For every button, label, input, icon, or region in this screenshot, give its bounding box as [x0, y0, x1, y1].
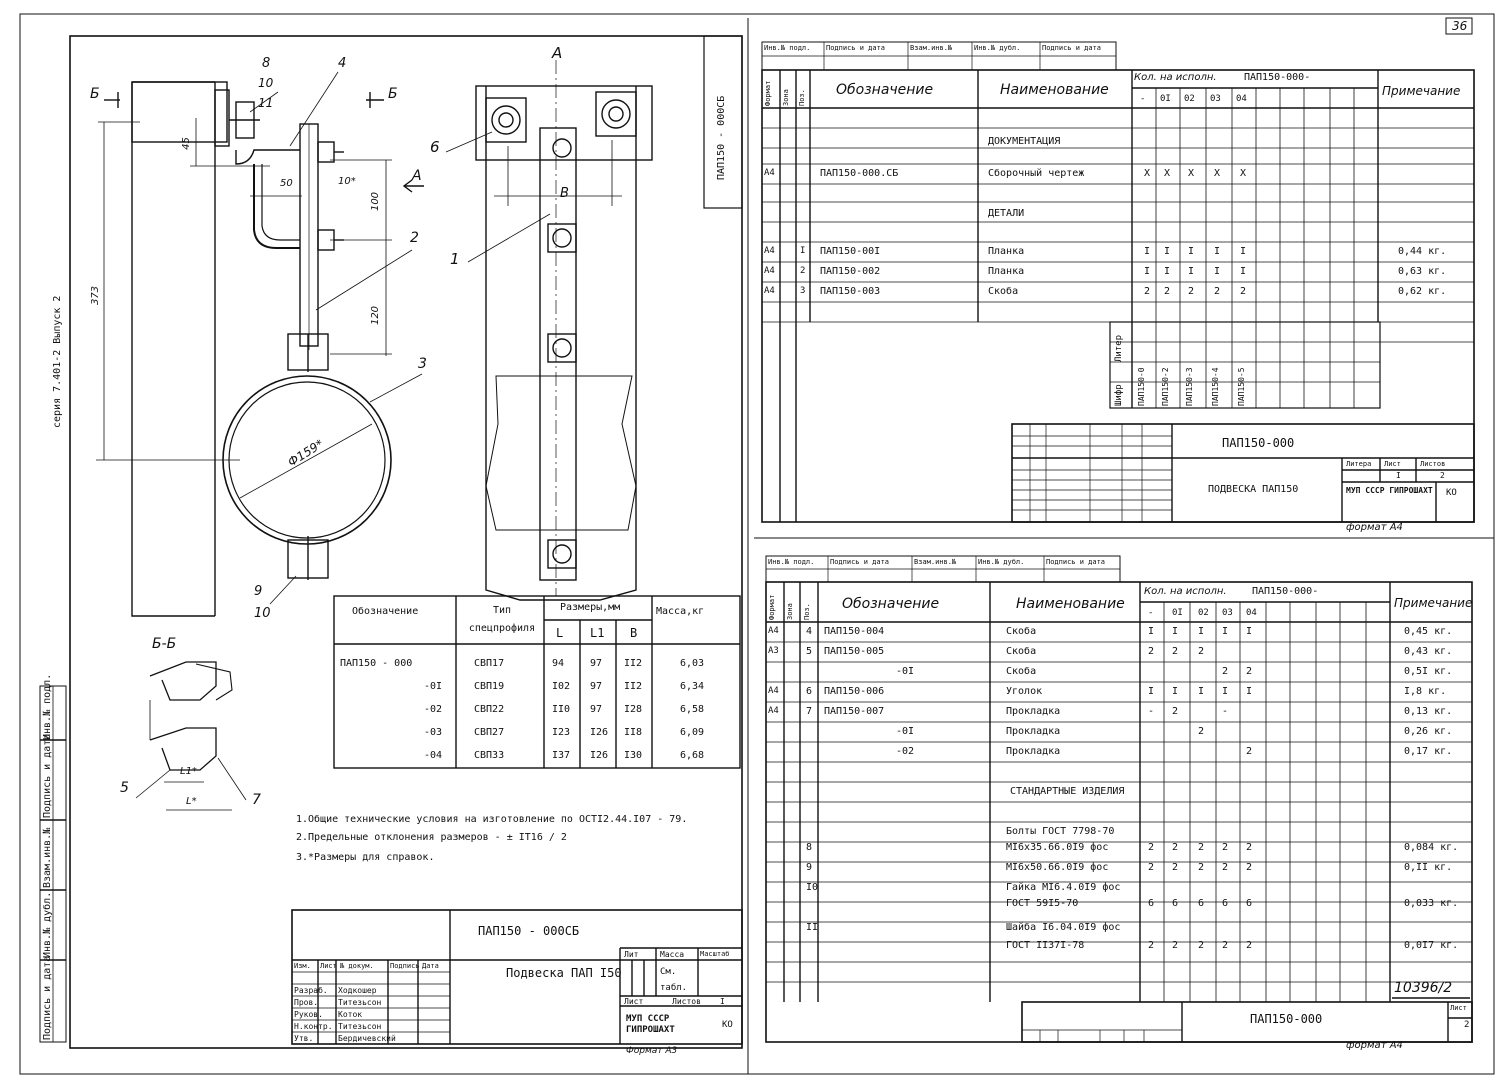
title-role-nkontr: Н.контр.	[294, 1022, 333, 1031]
title-person-5: Бердичевский	[338, 1034, 396, 1043]
table-cell: I26	[590, 750, 609, 761]
title-role-razrab: Разраб.	[294, 986, 328, 995]
spec2-name: СТАНДАРТНЫЕ ИЗДЕЛИЯ	[1010, 786, 1125, 797]
spec2-h-designation: Обозначение	[842, 596, 940, 612]
table-cell: 97	[590, 681, 603, 692]
spec2-qty: 2	[1222, 862, 1229, 873]
spec2-qty: 2	[1198, 726, 1205, 737]
spec1-side-v0: ПАП150-0	[1137, 367, 1146, 406]
spec2-format: A4	[768, 706, 779, 716]
spec2-qty: 2	[1222, 666, 1229, 677]
title-sheet: Лист	[624, 997, 644, 1006]
spec2-qty: 2	[1172, 646, 1179, 657]
callout-10-bottom: 10	[254, 606, 271, 621]
spec1-designation: ПАП150-000.СБ	[820, 168, 899, 179]
title-mass-value: См. табл.	[660, 967, 688, 993]
spec1-side-v3: ПАП150-3	[1185, 367, 1194, 406]
spec1-designation: ПАП150-003	[820, 286, 881, 297]
spec1-name: ДЕТАЛИ	[988, 208, 1025, 219]
spec2-name: MI6х50.66.0I9 фос	[1006, 862, 1109, 873]
callout-6: 6	[430, 138, 440, 156]
section-b-right: Б	[388, 86, 398, 102]
spec2-name: ГОСТ II37I-78	[1006, 940, 1085, 951]
spec1-title-sheet: Лист	[1384, 460, 1401, 468]
stamp-col-replace: Взам.инв.№	[42, 827, 53, 888]
spec2-qty: I	[1198, 626, 1205, 637]
spec1-title-name: ПОДВЕСКА ПАП150	[1208, 484, 1299, 495]
view-a-label: А	[552, 44, 563, 62]
spec1-title-code: ПАП150-000	[1222, 436, 1295, 450]
spec1-title-org: МУП СССР ГИПРОШАХТ	[1346, 486, 1433, 495]
spec1-stamp-3: Инв.№ дубл.	[974, 44, 1021, 52]
table-cell: ПАП150 - 000	[340, 658, 413, 669]
spec1-qty: X	[1214, 168, 1221, 179]
spec2-note: 0,17 кг.	[1404, 746, 1453, 757]
callout-1: 1	[450, 250, 460, 268]
spec2-format: A3	[768, 646, 779, 656]
title-person-4: Титезьсон	[338, 1022, 382, 1031]
note-1: 1.Общие технические условия на изготовление по ОСТI2.44.I07 - 79.	[296, 814, 688, 825]
spec1-format: формат А4	[1346, 522, 1403, 533]
spec2-stamp-0: Инв.№ подл.	[768, 558, 815, 566]
spec2-qty: 2	[1222, 940, 1229, 951]
spec2-name: Болты ГОСТ 7798-70	[1006, 826, 1115, 837]
spec1-note: 0,63 кг.	[1398, 266, 1447, 277]
spec2-note: 0,5I кг.	[1404, 666, 1453, 677]
spec2-pos: 6	[806, 686, 813, 697]
spec1-name: Планка	[988, 266, 1025, 277]
spec1-qty: I	[1164, 266, 1171, 277]
spec2-note: 0,26 кг.	[1404, 726, 1453, 737]
spec2-stamp-4: Подпись и дата	[1046, 558, 1106, 566]
spec2-exec-col: 02	[1198, 608, 1209, 618]
spec2-qty: I	[1198, 686, 1205, 697]
title-format: Формат А3	[626, 1046, 678, 1056]
spec2-qty: 2	[1148, 940, 1155, 951]
table-cell: I02	[552, 681, 571, 692]
table-cell: II2	[624, 681, 643, 692]
table-cell: I23	[552, 727, 571, 738]
spec2-designation: -02	[896, 746, 915, 757]
title-sheets-value: I	[720, 997, 725, 1006]
table-header-profile: Тип спецпрофиля	[468, 605, 536, 634]
spec2-h-format: Формат	[768, 594, 776, 620]
spec2-title-sheet: Лист	[1450, 1004, 1467, 1012]
spec1-format: A4	[764, 246, 775, 256]
spec2-name: Скоба	[1006, 666, 1037, 677]
series-label: серия 7.401-2 Выпуск 2	[52, 295, 63, 428]
spec2-pos: 9	[806, 862, 813, 873]
spec2-stamp-2: Взам.инв.№	[914, 558, 957, 566]
spec2-qty: 2	[1172, 842, 1179, 853]
spec1-side-v5: ПАП150-5	[1237, 367, 1246, 406]
spec2-name: Скоба	[1006, 626, 1037, 637]
table-cell: 6,03	[680, 658, 705, 669]
spec2-name: Шайба I6.04.0I9 фос	[1006, 922, 1121, 933]
table-cell: -03	[424, 727, 443, 738]
spec1-exec-col: 02	[1184, 94, 1195, 104]
title-mass: Масса	[660, 950, 685, 959]
spec2-qty: 2	[1222, 842, 1229, 853]
spec1-qty: 2	[1214, 286, 1221, 297]
spec2-name: Прокладка	[1006, 746, 1061, 757]
spec2-qty: 2	[1246, 940, 1253, 951]
table-cell: II8	[624, 727, 643, 738]
table-header-b: B	[630, 626, 638, 640]
table-cell: I30	[624, 750, 643, 761]
table-cell: II0	[552, 704, 571, 715]
spec2-designation: -0I	[896, 726, 915, 737]
stamp-col-inv: Инв.№ подл.	[42, 673, 53, 740]
table-cell: СВП22	[474, 704, 505, 715]
spec1-designation: ПАП150-002	[820, 266, 881, 277]
spec2-pos: 8	[806, 842, 813, 853]
spec2-qty: I	[1222, 626, 1229, 637]
spec1-h-pos: Поз.	[798, 89, 806, 106]
note-3: 3.*Размеры для справок.	[296, 852, 435, 863]
pipe-diameter-label: Ф159*	[285, 436, 326, 470]
spec1-qty: 2	[1164, 286, 1171, 297]
title-ko: КО	[722, 1020, 733, 1030]
spec1-qty: X	[1144, 168, 1151, 179]
spec1-qty: I	[1144, 266, 1151, 277]
spec1-qty: 2	[1188, 286, 1195, 297]
spec1-h-name: Наименование	[1000, 82, 1109, 98]
spec2-designation: ПАП150-005	[824, 646, 885, 657]
spec2-h-qty: Кол. на исполн.	[1144, 586, 1227, 597]
spec2-title-code: ПАП150-000	[1250, 1012, 1323, 1026]
callout-4: 4	[338, 56, 347, 71]
table-cell: СВП33	[474, 750, 505, 761]
spec1-qty: I	[1188, 246, 1195, 257]
spec1-qty: I	[1144, 246, 1151, 257]
spec2-h-note: Примечание	[1394, 596, 1473, 610]
callout-7: 7	[252, 792, 261, 808]
table-header-designation: Обозначение	[352, 606, 419, 617]
table-cell: I26	[590, 727, 609, 738]
spec1-stamp-2: Взам.инв.№	[910, 44, 953, 52]
spec1-exec-col: 03	[1210, 94, 1221, 104]
section-b-left: Б	[90, 86, 100, 102]
spec1-name: ДОКУМЕНТАЦИЯ	[988, 136, 1061, 147]
spec2-qty: I	[1246, 686, 1253, 697]
spec1-side-liter: Литер	[1114, 334, 1124, 362]
spec2-qty: -	[1222, 706, 1229, 717]
arrow-a-label: А	[412, 168, 422, 184]
spec2-note: 0,0I7 кг.	[1404, 940, 1459, 951]
spec2-format: формат А4	[1346, 1040, 1403, 1051]
spec2-pos: 7	[806, 706, 813, 717]
title-lit: Лит	[624, 950, 639, 959]
spec1-format: A4	[764, 286, 775, 296]
spec2-note: 0,45 кг.	[1404, 626, 1453, 637]
title-name: Подвеска ПАП I50	[506, 966, 622, 980]
dim-373: 373	[90, 285, 102, 306]
spec2-designation: ПАП150-007	[824, 706, 885, 717]
table-cell: II2	[624, 658, 643, 669]
spec2-name: Прокладка	[1006, 726, 1061, 737]
spec2-qty: I	[1148, 626, 1155, 637]
spec2-exec-col: 03	[1222, 608, 1233, 618]
spec1-title-lit: Литера	[1346, 460, 1372, 468]
spec2-designation: ПАП150-004	[824, 626, 885, 637]
title-role-izm: Изм.	[294, 962, 311, 970]
spec2-qty: 2	[1198, 842, 1205, 853]
spec1-pos: 3	[800, 286, 806, 296]
spec1-name: Сборочный чертеж	[988, 168, 1085, 179]
spec2-name: ГОСТ 59I5-70	[1006, 898, 1079, 909]
spec2-h-zone: Зона	[786, 603, 794, 620]
drawing-code-vertical: ПАП150 - 000СБ	[716, 95, 727, 180]
spec1-h-note: Примечание	[1382, 84, 1461, 98]
spec2-note: I,8 кг.	[1404, 686, 1447, 697]
spec1-name: Планка	[988, 246, 1025, 257]
spec1-title-sheets: Листов	[1420, 460, 1446, 468]
spec1-qty: I	[1164, 246, 1171, 257]
spec2-stamp-ref: 10396/2	[1394, 980, 1453, 996]
table-cell: -0I	[424, 681, 443, 692]
spec2-note: 0,033 кг.	[1404, 898, 1459, 909]
table-cell: 97	[590, 704, 603, 715]
spec2-designation: ПАП150-006	[824, 686, 885, 697]
spec2-qty: I	[1246, 626, 1253, 637]
spec2-qty: 6	[1246, 898, 1253, 909]
spec2-pos: I0	[806, 882, 819, 893]
callout-9: 9	[254, 584, 263, 599]
title-code: ПАП150 - 000СБ	[478, 924, 580, 938]
callout-5: 5	[120, 780, 129, 796]
callout-3: 3	[418, 356, 427, 372]
spec1-pos: 2	[800, 266, 806, 276]
spec2-h-exec: ПАП150-000-	[1252, 586, 1319, 597]
spec1-stamp-4: Подпись и дата	[1042, 44, 1102, 52]
spec2-qty: 2	[1246, 842, 1253, 853]
spec2-qty: I	[1148, 686, 1155, 697]
spec1-stamp-0: Инв.№ подл.	[764, 44, 811, 52]
spec2-name: Уголок	[1006, 686, 1043, 697]
title-role-utv: Утв.	[294, 1034, 314, 1043]
spec1-h-designation: Обозначение	[836, 82, 934, 98]
spec2-stamp-3: Инв.№ дубл.	[978, 558, 1025, 566]
spec1-title-sheets-value: 2	[1440, 471, 1445, 480]
table-header-mass: Масса,кг	[656, 606, 705, 617]
spec1-qty: 2	[1240, 286, 1247, 297]
stamp-col-dup: Инв.№ дубл.	[42, 891, 53, 958]
spec2-exec-col: -	[1148, 608, 1154, 618]
spec1-note: 0,44 кг.	[1398, 246, 1447, 257]
spec1-qty: I	[1240, 266, 1247, 277]
title-person-3: Коток	[338, 1010, 363, 1019]
spec1-side-shifr: Шифр	[1114, 384, 1124, 406]
spec2-exec-col: 04	[1246, 608, 1257, 618]
spec1-designation: ПАП150-00I	[820, 246, 881, 257]
spec1-exec-col: -	[1140, 94, 1146, 104]
title-org: МУП СССР ГИПРОШАХТ	[626, 1014, 675, 1035]
title-role-prov: Пров.	[294, 998, 319, 1007]
callout-8: 8	[262, 56, 271, 71]
spec1-side-v4: ПАП150-4	[1211, 367, 1220, 406]
spec1-qty: 2	[1144, 286, 1151, 297]
spec1-name: Скоба	[988, 286, 1019, 297]
dim-45: 45	[180, 137, 192, 150]
spec1-format: A4	[764, 168, 775, 178]
table-cell: -02	[424, 704, 443, 715]
spec2-h-name: Наименование	[1016, 596, 1125, 612]
table-header-l: L	[556, 626, 564, 640]
table-cell: 6,34	[680, 681, 705, 692]
spec1-qty: X	[1164, 168, 1171, 179]
dim-b-label: В	[560, 186, 569, 201]
spec1-side-v2: ПАП150-2	[1161, 367, 1170, 406]
title-role-sign: Подпись	[390, 962, 420, 970]
table-cell: 94	[552, 658, 565, 669]
spec2-note: 0,43 кг.	[1404, 646, 1453, 657]
spec1-qty: X	[1188, 168, 1195, 179]
spec1-h-qty: Кол. на исполн.	[1134, 72, 1217, 83]
spec2-qty: 6	[1198, 898, 1205, 909]
title-role-ruk: Руков.	[294, 1010, 323, 1019]
spec2-format: A4	[768, 626, 779, 636]
spec1-h-format: Формат	[764, 80, 772, 106]
spec1-exec-col: 0I	[1160, 94, 1171, 104]
spec1-stamp-1: Подпись и дата	[826, 44, 886, 52]
callout-2: 2	[410, 230, 419, 246]
spec2-qty: 6	[1148, 898, 1155, 909]
table-cell: СВП17	[474, 658, 505, 669]
spec2-qty: I	[1172, 626, 1179, 637]
spec2-name: MI6х35.66.0I9 фос	[1006, 842, 1109, 853]
spec2-qty: 2	[1148, 842, 1155, 853]
title-role-doc: № докум.	[340, 962, 374, 970]
table-cell: -04	[424, 750, 443, 761]
spec2-name: Прокладка	[1006, 706, 1061, 717]
spec2-qty: 2	[1172, 862, 1179, 873]
table-cell: СВП19	[474, 681, 505, 692]
spec2-pos: 5	[806, 646, 813, 657]
title-person-2: Титезьсон	[338, 998, 382, 1007]
spec2-qty: 2	[1198, 862, 1205, 873]
spec2-qty: 2	[1172, 940, 1179, 951]
title-scale: Масштаб	[700, 950, 730, 958]
spec2-qty: 2	[1148, 862, 1155, 873]
spec2-note: 0,II кг.	[1404, 862, 1453, 873]
dim-10: 10*	[338, 176, 356, 187]
spec2-designation: -0I	[896, 666, 915, 677]
page-number: 36	[1452, 19, 1468, 33]
table-cell: 6,09	[680, 727, 705, 738]
spec1-note: 0,62 кг.	[1398, 286, 1447, 297]
spec2-pos: 4	[806, 626, 813, 637]
spec2-name: Гайка MI6.4.0I9 фос	[1006, 882, 1121, 893]
dim-50: 50	[280, 178, 293, 189]
spec1-qty: I	[1188, 266, 1195, 277]
spec2-stamp-1: Подпись и дата	[830, 558, 890, 566]
spec1-format: A4	[764, 266, 775, 276]
table-header-dims: Размеры,мм	[560, 602, 621, 613]
spec2-note: 0,13 кг.	[1404, 706, 1453, 717]
spec2-qty: 2	[1246, 666, 1253, 677]
stamp-col-sign: Подпись и дата	[42, 733, 53, 818]
table-cell: 97	[590, 658, 603, 669]
dim-l: L*	[186, 796, 197, 807]
table-header-l1: L1	[590, 626, 605, 640]
spec2-qty: 6	[1172, 898, 1179, 909]
spec2-qty: I	[1222, 686, 1229, 697]
spec1-pos: I	[800, 246, 806, 256]
spec2-title-sheet-value: 2	[1464, 1020, 1470, 1030]
spec2-qty: 2	[1172, 706, 1179, 717]
spec1-qty: I	[1214, 266, 1221, 277]
note-2: 2.Предельные отклонения размеров - ± IT16 / 2	[296, 832, 567, 843]
spec1-title-sheet-value: I	[1396, 471, 1401, 480]
spec1-qty: X	[1240, 168, 1247, 179]
dim-100: 100	[370, 191, 382, 212]
spec2-qty: 2	[1148, 646, 1155, 657]
dim-l1: L1*	[180, 766, 197, 777]
section-bb-title: Б-Б	[152, 636, 177, 652]
table-cell: I37	[552, 750, 571, 761]
spec2-qty: 2	[1246, 746, 1253, 757]
spec2-format: A4	[768, 686, 779, 696]
spec2-h-pos: Поз.	[803, 603, 811, 620]
table-cell: I28	[624, 704, 643, 715]
spec2-qty: 6	[1222, 898, 1229, 909]
stamp-col-sign2: Подпись и дата	[42, 955, 53, 1040]
spec2-qty: 2	[1198, 940, 1205, 951]
spec2-exec-col: 0I	[1172, 608, 1183, 618]
spec1-qty: I	[1240, 246, 1247, 257]
table-cell: 6,58	[680, 704, 705, 715]
spec2-qty: 2	[1198, 646, 1205, 657]
spec1-title-ko: КО	[1446, 488, 1457, 498]
spec1-qty: I	[1214, 246, 1221, 257]
dim-120: 120	[370, 305, 382, 326]
spec2-name: Скоба	[1006, 646, 1037, 657]
callout-11: 11	[258, 96, 274, 110]
table-cell: СВП27	[474, 727, 505, 738]
table-cell: 6,68	[680, 750, 705, 761]
title-person-1: Ходкошер	[338, 986, 377, 995]
spec2-note: 0,084 кг.	[1404, 842, 1459, 853]
title-sheets: Листов	[672, 997, 701, 1006]
spec1-h-exec: ПАП150-000-	[1244, 72, 1311, 83]
spec2-pos: II	[806, 922, 819, 933]
spec2-qty: -	[1148, 706, 1155, 717]
callout-10-top: 10	[258, 76, 274, 90]
title-role-list: Лист	[320, 962, 337, 970]
spec1-exec-col: 04	[1236, 94, 1247, 104]
spec2-qty: 2	[1246, 862, 1253, 873]
title-role-date: Дата	[422, 962, 439, 970]
spec2-qty: I	[1172, 686, 1179, 697]
spec1-h-zone: Зона	[782, 89, 790, 106]
